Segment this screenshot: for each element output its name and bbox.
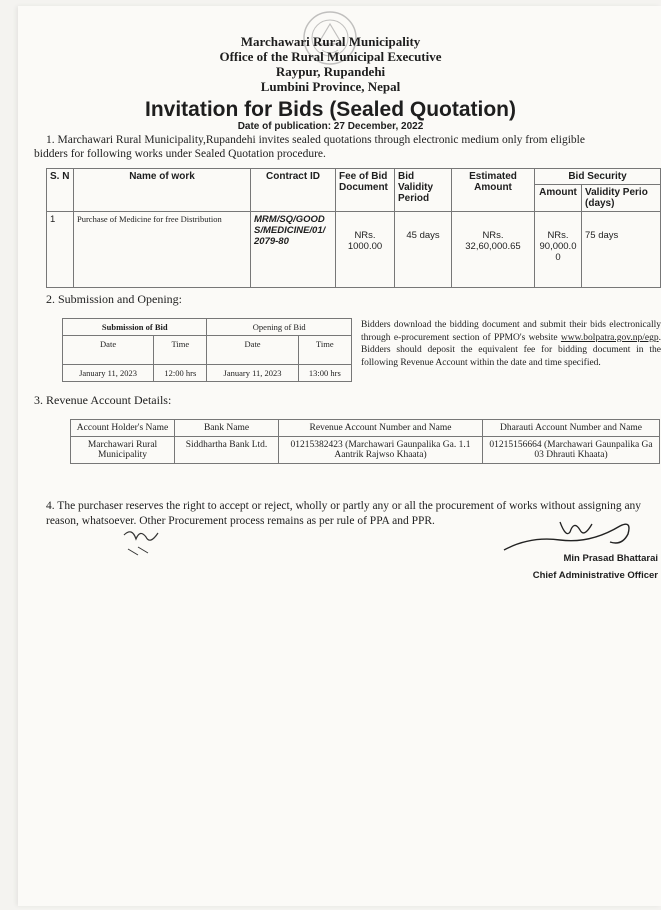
open-time: 13:00 hrs xyxy=(298,365,351,382)
cell-dharauti-account: 01215156664 (Marchawari Gaunpalika Ga 03 Dhrauti Khaata) xyxy=(483,437,660,464)
cell-sec-validity: 75 days xyxy=(582,212,661,288)
cell-bank: Siddhartha Bank Ltd. xyxy=(175,437,279,464)
clause-4: 4. The purchaser reserves the right to accept or reject, wholly or partly any or all the procurement of works without assigning any reason, whatsoever. Other Procurement process remains as per rule of PPA and PPR. xyxy=(46,500,642,527)
cell-fee: NRs. 1000.00 xyxy=(336,212,395,288)
col-name: Name of work xyxy=(74,169,251,212)
revenue-table-header xyxy=(71,420,660,437)
open-date-label: Date xyxy=(207,336,298,365)
cell-name: Purchase of Medicine for free Distribution xyxy=(74,212,251,288)
sub-date-label: Date xyxy=(63,336,154,365)
signatory-title: Chief Administrative Officer xyxy=(532,570,658,581)
cell-sec-amount: NRs. 90,000.0 0 xyxy=(535,212,582,288)
col-sn: S. N xyxy=(47,169,74,212)
col-dharauti-account: Dharauti Account Number and Name xyxy=(483,420,660,437)
works-table xyxy=(46,168,661,288)
office-name: Office of the Rural Municipal Executive xyxy=(219,49,442,64)
signatory-name: Min Prasad Bhattarai xyxy=(563,553,658,564)
cell-revenue-account: 01215382423 (Marchawari Gaunpalika Ga. 1.1 Aantrik Rajwso Khaata) xyxy=(279,437,483,464)
cell-estimated: NRs. 32,60,000.65 xyxy=(452,212,535,288)
col-contract: Contract ID xyxy=(251,169,336,212)
table-row xyxy=(47,212,661,288)
col-fee: Fee of Bid Document xyxy=(336,169,395,212)
bid-instructions xyxy=(361,319,661,369)
col-revenue-account: Revenue Account Number and Name xyxy=(279,420,483,437)
cell-contract: MRM/SQ/GOOD S/MEDICINE/01/ 2079-80 xyxy=(251,212,336,288)
table-row xyxy=(71,437,660,464)
col-sec-validity: Validity Perio (days) xyxy=(582,185,661,212)
initials-signature xyxy=(118,525,178,559)
intro-line-1: 1. Marchawari Rural Municipality,Rupandehi invites sealed quotations through electronic medium only from eligible xyxy=(46,134,585,146)
sub-date: January 11, 2023 xyxy=(63,365,154,382)
egp-link[interactable]: www.bolpatra.gov.np/egp xyxy=(560,332,659,343)
location-line: Raypur, Rupandehi xyxy=(275,64,386,79)
province-line: Lumbini Province, Nepal xyxy=(260,79,401,94)
cell-validity: 45 days xyxy=(395,212,452,288)
submission-table xyxy=(62,318,352,382)
open-time-label: Time xyxy=(298,336,351,365)
col-validity: Bid Validity Period xyxy=(395,169,452,212)
bid-instructions-text-2: . Bidders should deposit the equivalent fee for bidding document in the following Revenue Account within the date and time specified. xyxy=(361,332,661,368)
page-title: Invitation for Bids (Sealed Quotation) xyxy=(144,98,516,121)
col-sec-amount: Amount xyxy=(535,185,582,212)
col-holder: Account Holder's Name xyxy=(71,420,175,437)
open-date: January 11, 2023 xyxy=(207,365,298,382)
intro-line-2: bidders for following works under Sealed Quotation procedure. xyxy=(34,148,326,160)
publication-date: Date of publication: 27 December, 2022 xyxy=(237,121,424,132)
cell-holder: Marchawari Rural Municipality xyxy=(71,437,175,464)
header-block xyxy=(0,34,661,94)
municipality-name: Marchawari Rural Municipality xyxy=(240,34,421,49)
cell-sn: 1 xyxy=(47,212,74,288)
revenue-table xyxy=(70,419,660,464)
opening-header: Opening of Bid xyxy=(207,319,352,336)
sub-time-label: Time xyxy=(154,336,207,365)
bid-instructions-text: Bidders download the bidding document and submit their bids electronically through e-procurement section of PPMO's website xyxy=(361,320,661,343)
sub-time: 12:00 hrs xyxy=(154,365,207,382)
works-table-header xyxy=(47,169,661,185)
section-heading-submission: 2. Submission and Opening: xyxy=(46,292,183,306)
col-bid-security: Bid Security xyxy=(535,169,661,185)
section-heading-revenue: 3. Revenue Account Details: xyxy=(34,393,172,407)
col-estimated: Estimated Amount xyxy=(452,169,535,212)
col-bank: Bank Name xyxy=(175,420,279,437)
submission-header: Submission of Bid xyxy=(63,319,207,336)
